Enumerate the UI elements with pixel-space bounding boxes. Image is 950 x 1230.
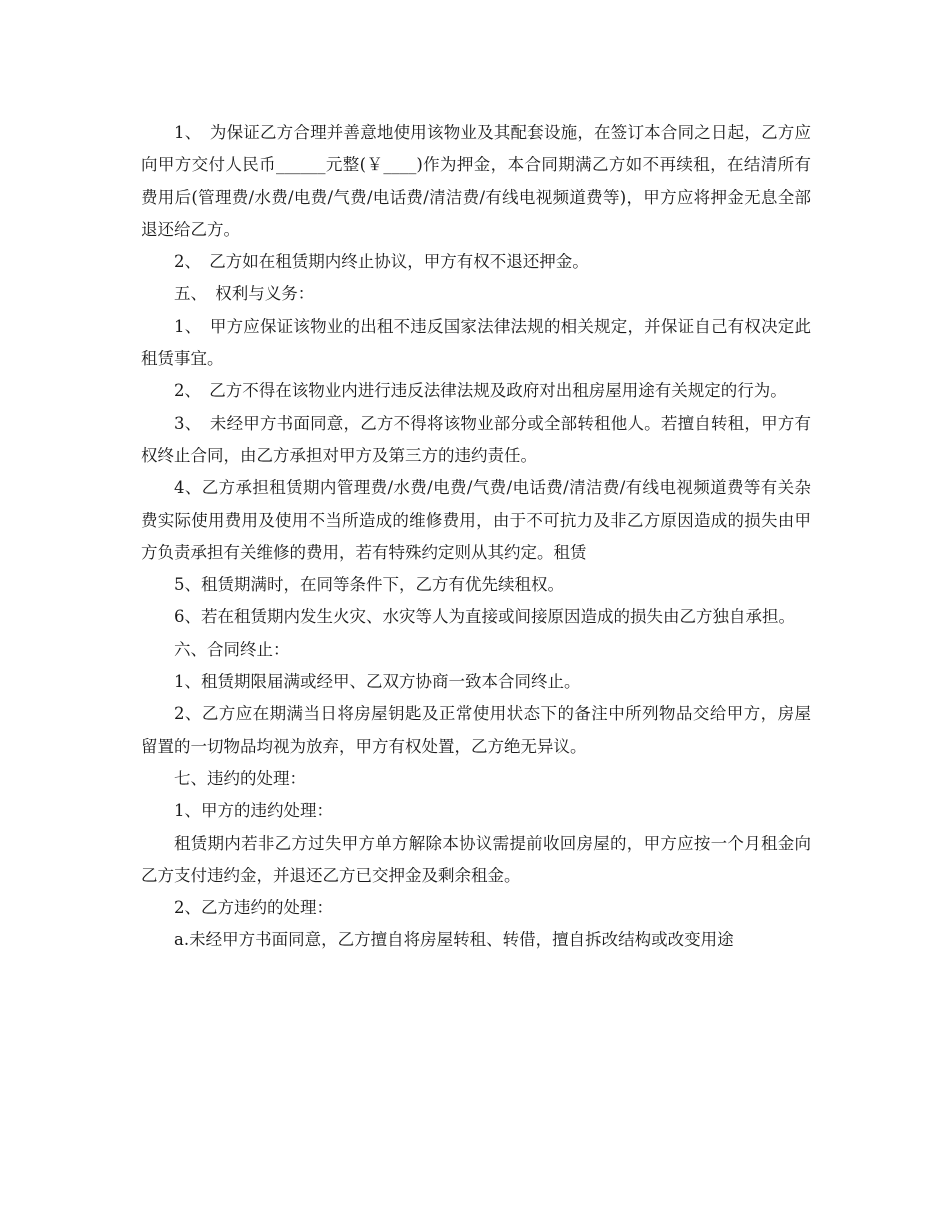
paragraph-rights-clause-5: 5、租赁期满时，在同等条件下，乙方有优先续租权。 [174, 575, 564, 595]
section-heading-breach: 七、违约的处理： [174, 768, 306, 788]
paragraph-rights-clause-2: 2、 乙方不得在该物业内进行违反法律法规及政府对出租房屋用途有关规定的行为。 [174, 381, 787, 401]
document-body [141, 117, 811, 957]
paragraph-party-b-breach-a: a.未经甲方书面同意，乙方擅自将房屋转租、转借，擅自拆改结构或改变用途 [174, 930, 734, 950]
paragraph-rights-clause-3: 3、 未经甲方书面同意，乙方不得将该物业部分或全部转租他人。若擅自转租，甲方有权终止合同，由乙方承担对甲方及第三方的违约责任。 [141, 413, 811, 465]
subheading-party-b-breach: 2、乙方违约的处理： [174, 898, 333, 918]
paragraph-party-a-breach: 租赁期内若非乙方过失甲方单方解除本协议需提前收回房屋的，甲方应按一个月租金向乙方支付违约金，并退还乙方已交押金及剩余租金。 [141, 833, 811, 885]
paragraph-rights-clause-4: 4、乙方承担租赁期内管理费/水费/电费/气费/电话费/清洁费/有线电视频道费等有关杂费实际使用费用及使用不当所造成的维修费用，由于不可抗力及非乙方原因造成的损失由甲方负责承担有关维修的费用，若有特殊约定则从其约定。租赁 [141, 478, 811, 562]
paragraph-termination-clause-1: 1、租赁期限届满或经甲、乙双方协商一致本合同终止。 [174, 672, 581, 692]
section-heading-termination: 六、合同终止： [174, 639, 290, 659]
subheading-party-a-breach: 1、甲方的违约处理： [174, 801, 333, 821]
section-heading-rights-obligations: 五、 权利与义务： [174, 284, 315, 304]
paragraph-deposit-clause-2: 2、 乙方如在租赁期内终止协议，甲方有权不退还押金。 [174, 252, 589, 272]
paragraph-rights-clause-1: 1、 甲方应保证该物业的出租不违反国家法律法规的相关规定，并保证自己有权决定此租赁事宜。 [141, 316, 811, 369]
paragraph-rights-clause-6: 6、若在租赁期内发生火灾、水灾等人为直接或间接原因造成的损失由乙方独自承担。 [174, 607, 795, 627]
paragraph-termination-clause-2: 2、乙方应在期满当日将房屋钥匙及正常使用状态下的备注中所列物品交给甲方，房屋留置的一切物品均视为放弃，甲方有权处置，乙方绝无异议。 [141, 704, 811, 756]
paragraph-deposit-clause-1: 1、 为保证乙方合理并善意地使用该物业及其配套设施，在签订本合同之日起，乙方应向甲方交付人民币______元整(￥____)作为押金，本合同期满乙方如不再续租，在结清所有费用后(管理费/水费/电费/气费/电话费/清洁费/有线电视频道费等)，甲方应将押金无息全部退还给乙方。 [141, 123, 811, 239]
